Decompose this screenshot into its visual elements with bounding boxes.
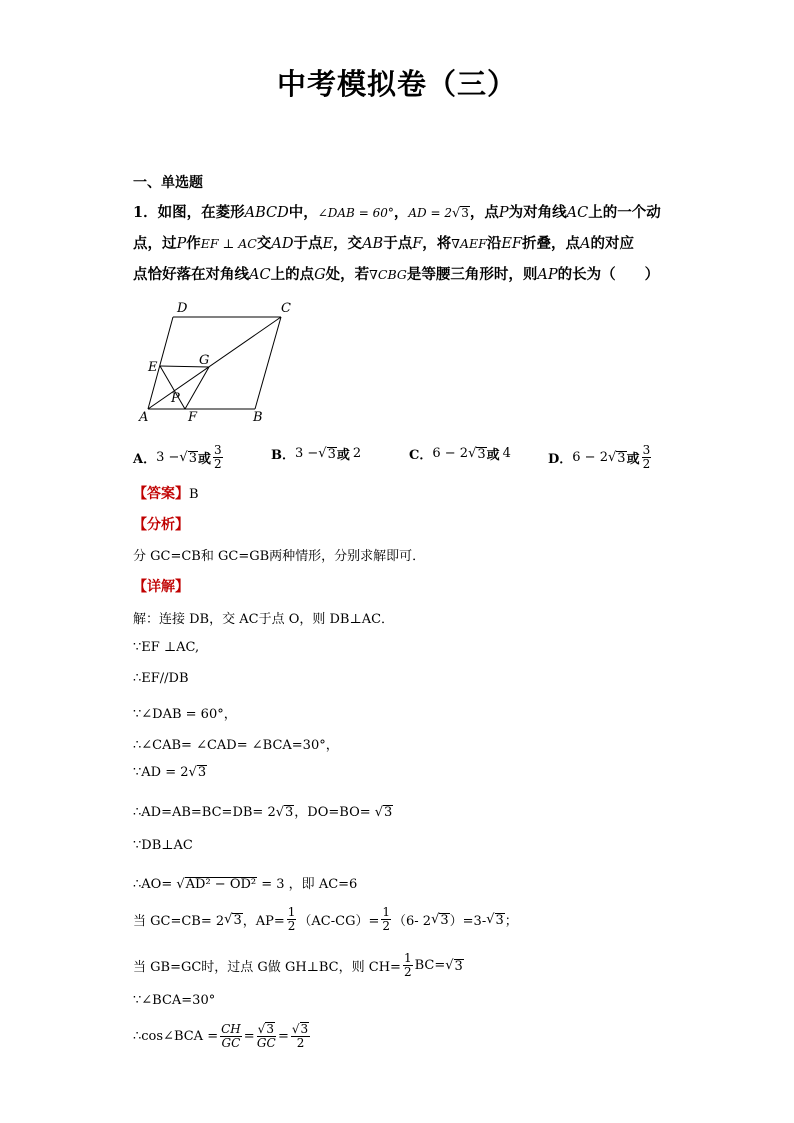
- text: 3: [617, 450, 626, 466]
- option-a[interactable]: A． 3 − √ 3 或 $\frac{3}{2}$: [133, 443, 222, 471]
- text: 折叠，点: [521, 235, 580, 252]
- text: ，点: [469, 204, 499, 221]
- text: 的长为（ ）: [557, 266, 660, 283]
- label-e: E: [148, 360, 158, 375]
- label-f: F: [188, 410, 198, 425]
- detail-step-1: 解：连接 DB，交 AC于点 O，则 DB⊥AC．: [133, 612, 395, 627]
- label-b: B: [253, 410, 263, 425]
- text: 为对角线: [508, 204, 567, 221]
- text: =: [277, 1028, 289, 1044]
- detail-step-13: [133, 1022, 312, 1050]
- detail-tag: 【详解】: [133, 579, 189, 595]
- text: 1: [403, 951, 412, 965]
- text: AC: [566, 205, 589, 221]
- text: E: [322, 236, 334, 252]
- label-p: P: [171, 391, 180, 406]
- detail-step-5: ∴∠CAB= ∠CAD= ∠BCA=30°，: [133, 738, 339, 753]
- text: = 3 ，即 AC=6: [257, 877, 358, 892]
- fraction: [403, 952, 413, 979]
- text: 上的一个动: [588, 204, 661, 221]
- text: AD = 2: [408, 206, 452, 220]
- text: ，AP=: [242, 914, 285, 929]
- option-letter: B．: [271, 448, 295, 463]
- text: 3: [477, 446, 486, 462]
- question-line-2: [133, 228, 673, 260]
- text: 4: [502, 446, 511, 461]
- text: ）=3-: [449, 914, 487, 929]
- text: 是等腰三角形时，则: [406, 266, 538, 283]
- diagonal-ac: [148, 317, 281, 409]
- label-d: D: [177, 301, 188, 316]
- text: 点，过: [133, 235, 177, 252]
- fraction: [220, 1023, 242, 1050]
- option-letter: D．: [548, 452, 573, 467]
- fraction: [642, 444, 652, 471]
- text: ，: [393, 204, 409, 221]
- text: EF ⊥ AC: [200, 236, 257, 251]
- text: 3: [300, 1022, 309, 1036]
- text: AP: [537, 267, 558, 283]
- text: GC: [256, 1036, 276, 1050]
- text: 2: [382, 919, 390, 933]
- text: 3: [197, 765, 207, 780]
- text: 中，: [288, 204, 318, 221]
- text: ，将: [422, 235, 452, 252]
- text: 3: [213, 443, 222, 457]
- text: ，交: [333, 235, 363, 252]
- fraction: [287, 906, 297, 933]
- text: BC=: [414, 958, 446, 973]
- text: ∇AEF: [451, 236, 487, 251]
- label-c: C: [281, 301, 291, 316]
- text: 3: [285, 805, 294, 820]
- text: ∴AD=AB=BC=DB= 2: [133, 805, 276, 820]
- text: 3: [233, 912, 242, 928]
- side-bc: [255, 317, 281, 409]
- text: ；: [504, 914, 518, 929]
- detail-step-6: ∵AD = 2√3: [133, 765, 207, 780]
- text: 2: [287, 919, 296, 933]
- option-b[interactable]: B． 3 − √ 3 或 2: [271, 446, 362, 463]
- text: A: [579, 236, 591, 252]
- text: F: [412, 236, 423, 252]
- text: 3: [266, 1022, 274, 1036]
- rhombus-figure: [133, 295, 303, 430]
- option-c[interactable]: C． 6 − 2 √ 3 或 4: [409, 446, 511, 463]
- text: 1．如图，在菱形: [133, 204, 245, 221]
- analysis-text: 分 GC=CB和 GC=GB两种情形，分别求解即可．: [133, 549, 426, 564]
- text: GC: [221, 1035, 241, 1050]
- text: 或: [486, 448, 500, 463]
- page-title: 中考模拟卷（三）: [276, 67, 517, 101]
- text: 于点: [383, 235, 413, 252]
- text: AB: [362, 236, 384, 252]
- fraction: $\frac{√3}{GC}$: [256, 1022, 276, 1050]
- detail-step-3: ∴EF//DB: [133, 671, 189, 686]
- text: ∇CBG: [369, 267, 407, 282]
- text: 或: [626, 452, 640, 467]
- text: 于点: [293, 235, 323, 252]
- answer-value: B: [189, 487, 199, 502]
- text: 当 GB=GC时，过点 G做 GH⊥BC，则 CH=: [133, 960, 401, 975]
- fraction: [381, 906, 391, 933]
- text: 3: [461, 206, 469, 220]
- detail-step-7: ∴AD=AB=BC=DB= 2√3，DO=BO= √3: [133, 805, 393, 820]
- text: 3: [495, 912, 504, 928]
- text: ，DO=BO=: [294, 805, 375, 820]
- text: AD² − OD²: [185, 877, 257, 892]
- text: 3: [188, 450, 197, 466]
- detail-step-4: ∵∠DAB = 60°，: [133, 707, 237, 722]
- detail-heading: [133, 576, 189, 596]
- text: 3: [642, 443, 651, 457]
- text: 3: [440, 912, 449, 928]
- text: 的对应: [590, 235, 634, 252]
- text: ABCD: [244, 205, 289, 221]
- answer-tag: 【答案】: [133, 486, 189, 502]
- text: 3: [454, 958, 463, 974]
- text: 作: [186, 235, 201, 252]
- detail-step-11: 当 GB=GC时，过点 G做 GH⊥BC，则 CH= $\frac{1}{2}$ BC= √ 3: [133, 951, 463, 979]
- fraction: [213, 444, 223, 471]
- detail-step-2: ∵EF ⊥AC,: [133, 640, 200, 655]
- label-a: A: [139, 410, 149, 425]
- text: 或: [197, 452, 211, 467]
- text: 6 − 2: [572, 450, 608, 465]
- text: 处，若: [325, 266, 370, 283]
- text: ∵AD = 2: [133, 765, 189, 780]
- text: ∠DAB = 60°: [317, 206, 394, 220]
- text: CH: [221, 1021, 241, 1036]
- detail-step-12: ∵∠BCA=30°: [133, 993, 216, 1008]
- text: 沿: [486, 235, 502, 252]
- analysis-tag: 【分析】: [133, 517, 189, 533]
- text: EF: [501, 236, 522, 252]
- text: AC: [249, 267, 271, 283]
- question-line-1: 1．如图，在菱形ABCD中，∠DAB = 60°，AD = 2√3，点P为对角线AC上的一个动: [133, 204, 661, 221]
- text: 当 GC=CB= 2: [133, 914, 225, 929]
- text: 3: [327, 446, 336, 462]
- text: 2: [352, 446, 362, 461]
- text: AD: [271, 236, 294, 252]
- text: G: [314, 267, 326, 283]
- text: P: [498, 205, 509, 221]
- answer-line: [133, 483, 199, 503]
- text: 3: [384, 805, 393, 820]
- text: 点恰好落在对角线: [133, 266, 249, 283]
- segment-gf: [185, 367, 209, 409]
- text: 上的点: [270, 266, 315, 283]
- text: ∴AO=: [133, 877, 177, 892]
- option-d[interactable]: D． 6 − 2 √ 3 或 $\frac{3}{2}$: [548, 443, 651, 471]
- text: 1: [287, 905, 296, 919]
- text: 或: [336, 448, 350, 463]
- option-letter: A．: [133, 452, 157, 467]
- text: 2: [403, 965, 412, 979]
- text: 1: [382, 905, 390, 919]
- text: =: [243, 1028, 255, 1044]
- text: 2: [213, 457, 222, 471]
- text: ∴cos∠BCA =: [133, 1028, 219, 1044]
- text: （AC-CG）=: [298, 914, 380, 929]
- option-letter: C．: [409, 448, 433, 463]
- text: 交: [256, 235, 272, 252]
- text: 2: [296, 1036, 305, 1050]
- detail-step-9: ∴AO= √AD² − OD² = 3 ，即 AC=6: [133, 877, 358, 892]
- analysis-heading: [133, 514, 189, 534]
- text: （6- 2: [393, 914, 432, 929]
- text: P: [176, 236, 187, 252]
- detail-step-8: ∵DB⊥AC: [133, 838, 193, 853]
- question-line-3: [133, 259, 673, 291]
- section-heading: 一、单选题: [133, 175, 203, 191]
- text: 3 −: [156, 450, 180, 465]
- fraction: $\frac{√3}{2}$: [291, 1022, 309, 1050]
- label-g: G: [199, 353, 210, 368]
- detail-step-10: 当 GC=CB= 2 √ 3 ，AP= $\frac{1}{2}$ （AC-CG）= $\frac{1}{2}$ （6- 2 √ 3 ）=3- √ 3 ；: [133, 905, 518, 933]
- text: 2: [642, 457, 651, 471]
- text: 6 − 2: [432, 446, 469, 461]
- text: 3 −: [295, 446, 319, 461]
